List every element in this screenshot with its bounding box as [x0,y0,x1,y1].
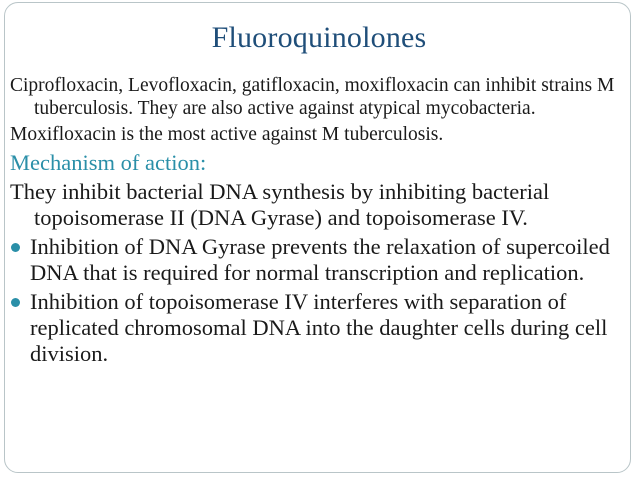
bullet-icon [10,289,30,307]
bullet-item-gyrase [10,234,622,286]
paragraph-moxifloxacin: Moxifloxacin is the most active against M tuberculosis. [10,124,444,145]
paragraph-active-drugs: Ciprofloxacin, Levofloxacin, gatifloxacin, moxifloxacin can inhibit strains M tuberculosis. They are also active against atypical mycobacteria. [10,75,615,119]
bullet-item-topoisomerase-iv [10,289,622,367]
bullet-icon [10,234,30,252]
bullet-text-gyrase: Inhibition of DNA Gyrase prevents the relaxation of supercoiled DNA that is required for normal transcription and replication. [30,234,610,285]
bullet-text-topoisomerase-iv: Inhibition of topoisomerase IV interferes with separation of replicated chromosomal DNA into the daughter cells during cell division. [30,289,608,366]
mechanism-intro: They inhibit bacterial DNA synthesis by inhibiting bacterial topoisomerase II (DNA Gyrase) and topoisomerase IV. [10,179,550,230]
mechanism-heading: Mechanism of action: [10,150,207,175]
slide-content [10,74,622,367]
slide-title: Fluoroquinolones [211,21,427,54]
